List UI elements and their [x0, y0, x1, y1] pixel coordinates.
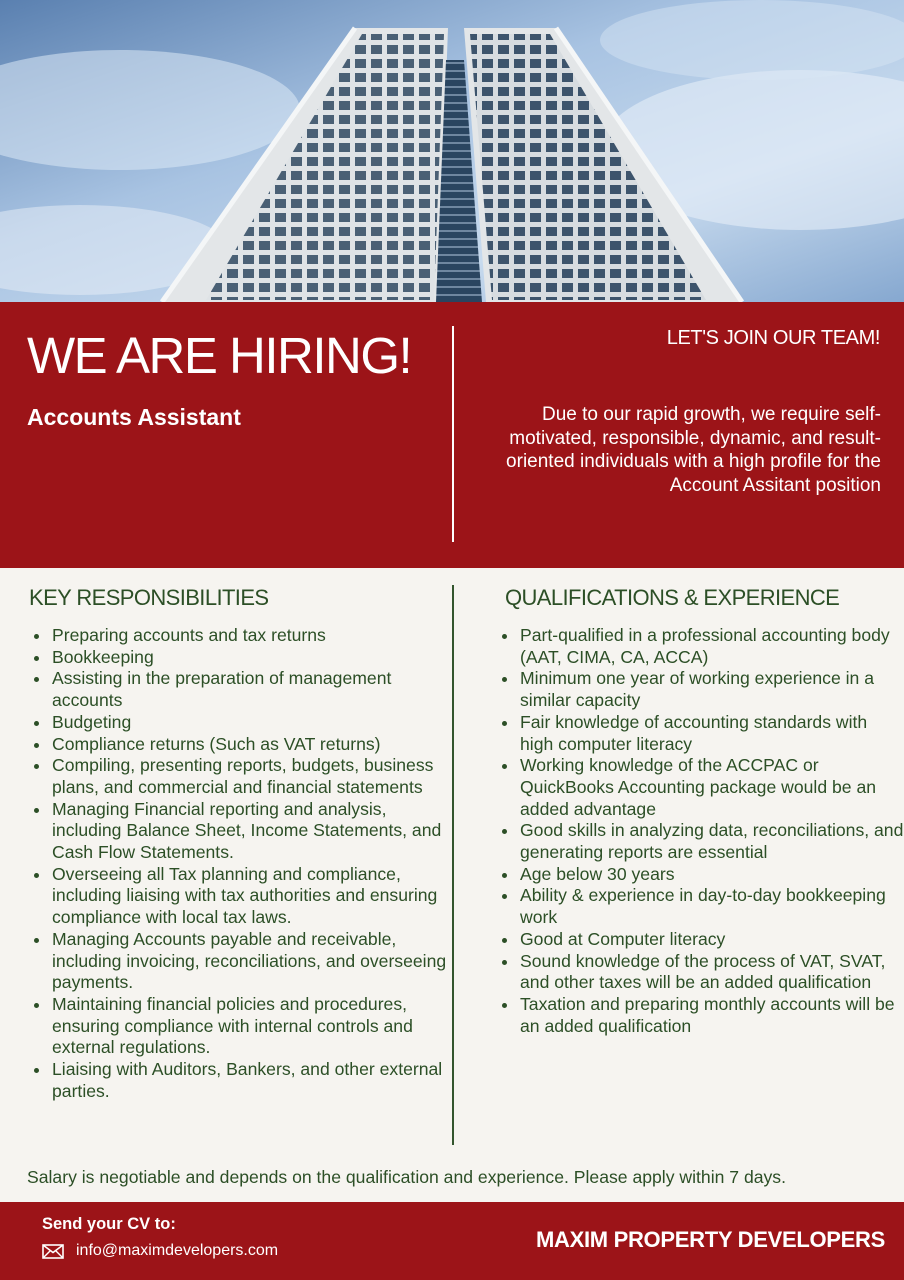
list-item: • Age below 30 years — [519, 864, 904, 886]
list-item: • Liaising with Auditors, Bankers, and other external parties. — [51, 1059, 450, 1102]
list-item: • Preparing accounts and tax returns — [51, 625, 450, 647]
list-item: • Working knowledge of the ACCPAC or QuickBooks Accounting package would be an added advantage — [519, 755, 904, 820]
list-item: • Minimum one year of working experience in a similar capacity — [519, 668, 904, 711]
banner-divider — [452, 326, 454, 542]
team-heading: LET'S JOIN OUR TEAM! — [666, 327, 880, 349]
list-item: • Fair knowledge of accounting standards with high computer literacy — [519, 712, 904, 755]
list-item: • Maintaining financial policies and procedures, ensuring compliance with internal controls and external regulations. — [51, 994, 450, 1059]
email-link[interactable]: info@maximdevelopers.com — [76, 1242, 279, 1259]
skyscraper-illustration — [0, 0, 904, 302]
footer — [0, 1202, 904, 1280]
list-item: • Overseeing all Tax planning and compliance, including liaising with tax authorities and ensuring compliance with local tax laws. — [51, 864, 450, 929]
list-item: • Budgeting — [51, 712, 450, 734]
list-item: • Good at Computer literacy — [519, 929, 904, 951]
list-item: • Taxation and preparing monthly accounts will be an added qualification — [519, 994, 904, 1037]
list-item: • Managing Financial reporting and analysis, including Balance Sheet, Income Statements, and Cash Flow Statements. — [51, 799, 450, 864]
company-name: MAXIM PROPERTY DEVELOPERS — [535, 1227, 885, 1252]
cv-label: Send your CV to: — [42, 1215, 176, 1233]
hero-skyscraper-image — [0, 0, 904, 302]
qualifications-list — [495, 625, 904, 1037]
list-item: • Bookkeeping — [51, 647, 450, 669]
job-title: Accounts Assistant — [27, 404, 241, 430]
list-item: • Part-qualified in a professional accounting body (AAT, CIMA, CA, ACCA) — [519, 625, 904, 668]
list-item: • Managing Accounts payable and receivable, including invoicing, reconciliations, and overseeing payments. — [51, 929, 450, 994]
list-item: • Compiling, presenting reports, budgets, business plans, and commercial and financial statements — [51, 755, 450, 798]
intro-paragraph: Due to our rapid growth, we require self-motivated, responsible, dynamic, and result-oriented individuals with a high profile for the Account Assitant position — [506, 404, 881, 496]
list-item: • Sound knowledge of the process of VAT, SVAT, and other taxes will be an added qualification — [519, 951, 904, 994]
headline: WE ARE HIRING! — [27, 327, 412, 384]
responsibilities-list — [27, 625, 450, 1102]
list-item: • Good skills in analyzing data, reconciliations, and generating reports are essential — [519, 820, 904, 863]
responsibilities-heading: KEY RESPONSIBILITIES — [29, 585, 269, 610]
list-item: • Ability & experience in day-to-day bookkeeping work — [519, 885, 904, 928]
salary-note: Salary is negotiable and depends on the qualification and experience. Please apply within 7 days. — [27, 1167, 786, 1187]
email-row[interactable] — [42, 1242, 278, 1260]
column-divider — [452, 585, 454, 1145]
list-item: • Assisting in the preparation of management accounts — [51, 668, 450, 711]
hiring-banner — [0, 302, 904, 568]
envelope-icon — [42, 1244, 64, 1259]
qualifications-heading: QUALIFICATIONS & EXPERIENCE — [505, 585, 840, 610]
list-item: • Compliance returns (Such as VAT returns) — [51, 734, 450, 756]
